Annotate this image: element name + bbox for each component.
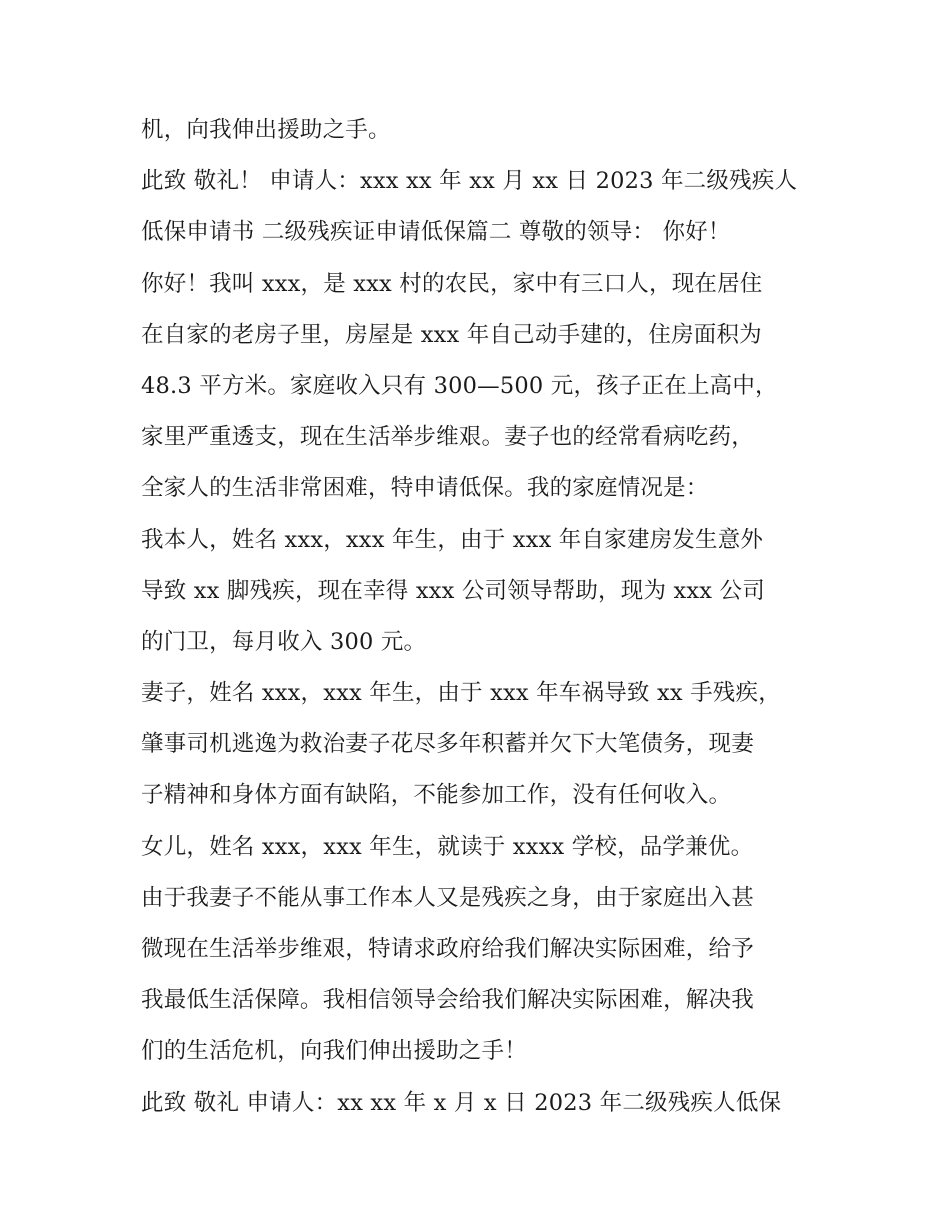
text-line: 低保申请书 二级残疾证申请低保篇二 尊敬的领导： 你好！ [141, 219, 731, 246]
text-line: 48.3 平方米。家庭收入只有 300—500 元，孩子正在上高中， [141, 372, 778, 399]
text-line: 肇事司机逃逸为救治妻子花尽多年积蓄并欠下大笔债务，现妻 [141, 731, 754, 758]
text-line: 此致 敬礼！ 申请人：xxx xx 年 xx 月 xx 日 2023 年二级残疾人 [141, 168, 798, 195]
text-line: 妻子，姓名 xxx，xxx 年生，由于 xxx 年车祸导致 xx 手残疾， [141, 680, 781, 707]
text-line: 女儿，姓名 xxx，xxx 年生，就读于 xxxx 学校，品学兼优。 [141, 833, 754, 860]
document-body [141, 108, 831, 1132]
text-line: 的门卫，每月收入 300 元。 [141, 628, 427, 655]
text-line: 此致 敬礼 申请人：xx xx 年 x 月 x 日 2023 年二级残疾人低保 [141, 1089, 782, 1116]
text-line: 子精神和身体方面有缺陷，不能参加工作，没有任何收入。 [141, 782, 732, 809]
text-line: 我最低生活保障。我相信领导会给我们解决实际困难，解决我 [141, 987, 754, 1014]
text-line: 导致 xx 脚残疾，现在幸得 xxx 公司领导帮助，现为 xxx 公司 [141, 577, 765, 604]
text-line: 由于我妻子不能从事工作本人又是残疾之身，由于家庭出入甚 [141, 884, 754, 911]
text-line: 在自家的老房子里，房屋是 xxx 年自己动手建的，住房面积为 [141, 321, 762, 348]
text-line: 我本人，姓名 xxx，xxx 年生，由于 xxx 年自家建房发生意外 [141, 526, 764, 553]
text-line: 机，向我伸出援助之手。 [141, 117, 391, 143]
text-line: 全家人的生活非常困难，特申请低保。我的家庭情况是： [141, 475, 709, 502]
text-line: 家里严重透支，现在生活举步维艰。妻子也的经常看病吃药， [141, 424, 754, 451]
text-line: 你好！我叫 xxx，是 xxx 村的农民，家中有三口人，现在居住 [141, 270, 763, 297]
text-line: 微现在生活举步维艰，特请求政府给我们解决实际困难，给予 [141, 936, 754, 962]
text-line: 们的生活危机，向我们伸出援助之手！ [141, 1038, 527, 1065]
